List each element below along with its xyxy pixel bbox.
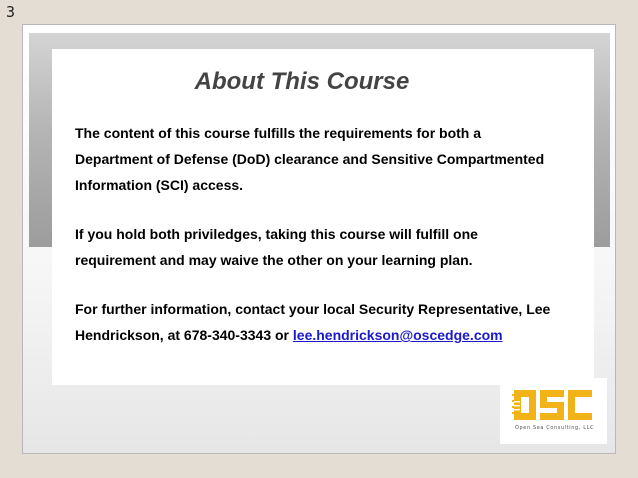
contact-text: Hendrickson, at 678-340-3343 or [75,327,293,343]
osc-logo-icon [512,388,594,422]
logo-tagline: Open Sea Consulting, LLC [515,425,595,431]
content-box [52,49,594,385]
text-line: If you hold both priviledges, taking this course will fulfill one [75,226,478,242]
slide-body [75,120,590,371]
text-line: Department of Defense (DoD) clearance and Sensitive Compartmented [75,151,545,167]
text-line: The content of this course fulfills the requirements for both a [75,125,482,141]
slide [22,24,616,454]
text-line: For further information, contact your local Security Representative, Lee [75,301,551,317]
text-line [75,322,590,348]
paragraph-clearance [75,120,590,198]
company-logo [500,378,607,444]
text-line: Information (SCI) access. [75,177,244,193]
paragraph-privileges [75,221,590,273]
paragraph-contact [75,296,590,348]
slide-title: About This Course [194,68,410,95]
text-line: requirement and may waive the other on your learning plan. [75,252,473,268]
slide-number: 3 [6,3,16,21]
email-link[interactable]: lee.hendrickson@oscedge.com [292,327,503,343]
